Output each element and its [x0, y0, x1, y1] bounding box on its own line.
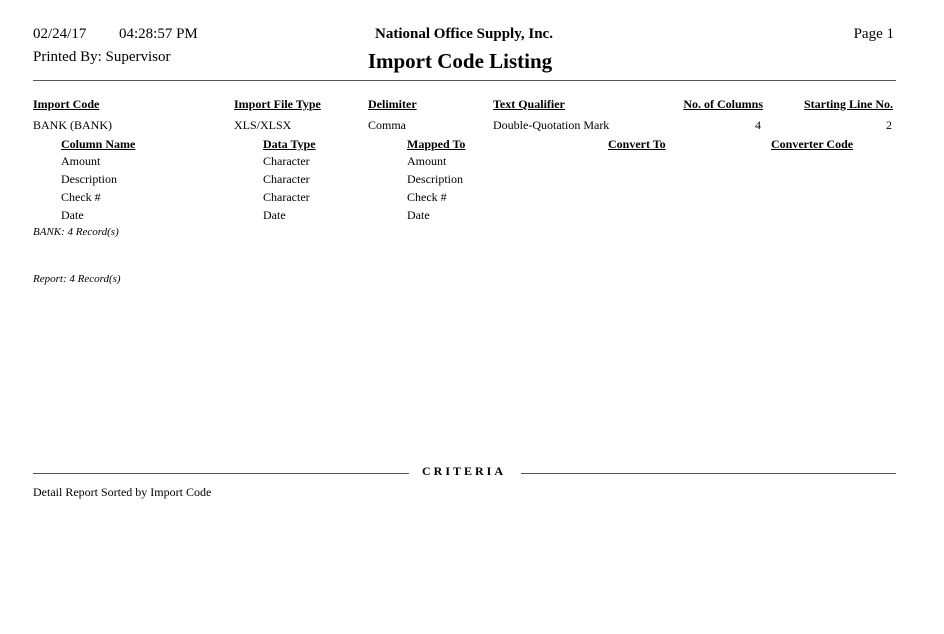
detail-data-type: Date	[263, 208, 286, 222]
page-number: Page 1	[853, 26, 894, 42]
record-import-code: BANK (BANK)	[33, 118, 112, 132]
column-header-import-code: Import Code	[33, 97, 100, 111]
report-title: Import Code Listing	[367, 49, 553, 73]
detail-column-name: Amount	[61, 154, 101, 168]
column-header-starting-line-no: Starting Line No.	[803, 97, 893, 111]
group-total: BANK: 4 Record(s)	[33, 226, 119, 238]
printed-by: Printed By: Supervisor	[33, 49, 171, 65]
detail-column-name: Date	[61, 208, 84, 222]
subcolumn-header-mapped-to: Mapped To	[407, 137, 466, 151]
subcolumn-header-converter-code: Converter Code	[771, 137, 854, 151]
record-no-of-columns: 4	[755, 118, 761, 132]
criteria-text: Detail Report Sorted by Import Code	[33, 485, 212, 499]
column-header-no-of-columns: No. of Columns	[683, 97, 763, 111]
detail-data-type: Character	[263, 172, 310, 186]
record-import-file-type: XLS/XLSX	[234, 118, 292, 132]
detail-mapped-to: Check #	[407, 190, 447, 204]
detail-data-type: Character	[263, 154, 310, 168]
column-header-delimiter: Delimiter	[368, 97, 417, 111]
record-text-qualifier: Double-Quotation Mark	[493, 118, 610, 132]
company-name: National Office Supply, Inc.	[375, 26, 553, 42]
detail-column-name: Description	[61, 172, 117, 186]
report-total: Report: 4 Record(s)	[33, 273, 121, 285]
detail-mapped-to: Amount	[407, 154, 447, 168]
subcolumn-header-convert-to: Convert To	[608, 137, 666, 151]
detail-mapped-to: Date	[407, 208, 430, 222]
column-header-import-file-type: Import File Type	[234, 97, 321, 111]
criteria-label: CRITERIA	[421, 464, 506, 478]
subcolumn-header-data-type: Data Type	[263, 137, 316, 151]
record-delimiter: Comma	[368, 118, 406, 132]
report-date: 02/24/17	[33, 26, 87, 42]
criteria-divider-right	[521, 473, 896, 474]
detail-data-type: Character	[263, 190, 310, 204]
report-time: 04:28:57 PM	[119, 26, 198, 42]
detail-mapped-to: Description	[407, 172, 463, 186]
detail-column-name: Check #	[61, 190, 101, 204]
subcolumn-header-column-name: Column Name	[61, 137, 136, 151]
record-starting-line-no: 2	[886, 118, 892, 132]
column-header-text-qualifier: Text Qualifier	[493, 97, 565, 111]
header-divider	[33, 80, 896, 81]
